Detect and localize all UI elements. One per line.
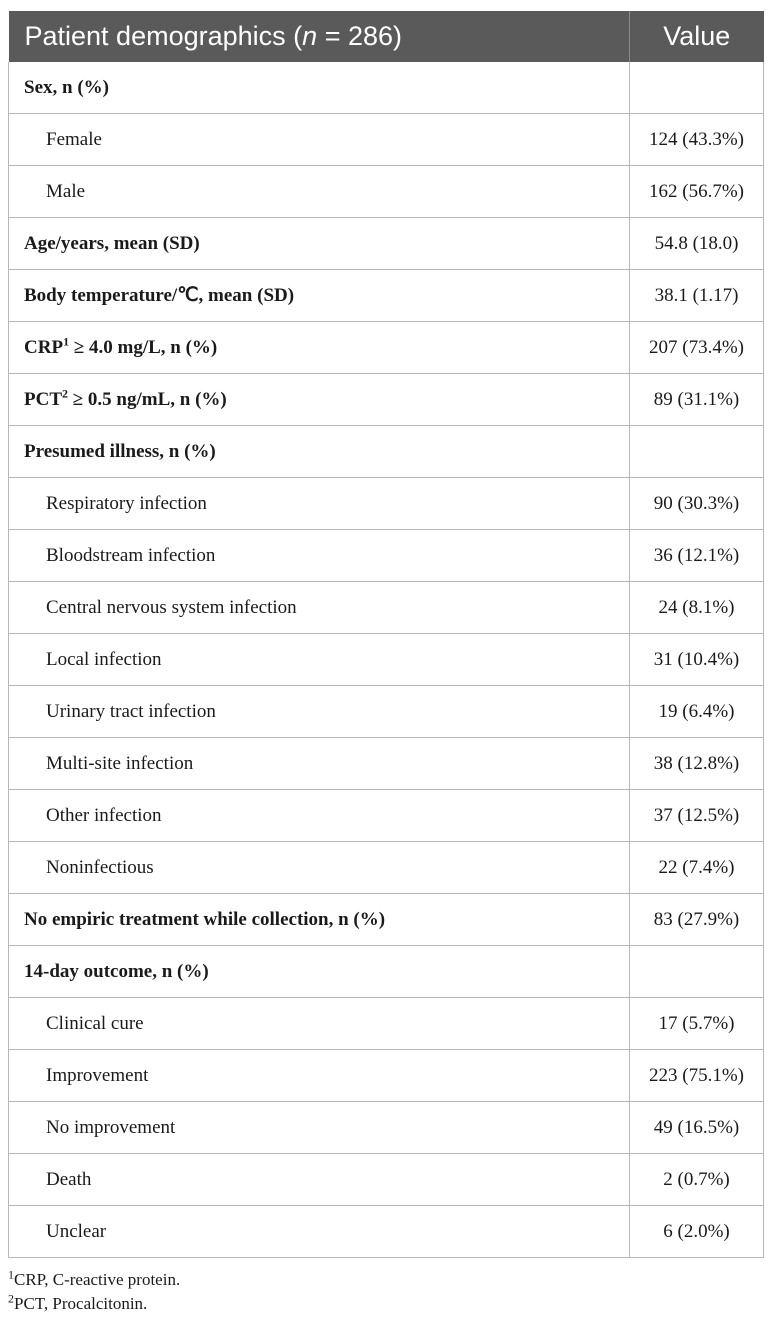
table-row bbox=[9, 842, 764, 894]
row-label: $CRP^1 \ge 4.0$ mg/L, n (%) bbox=[9, 322, 630, 374]
table-row bbox=[9, 322, 764, 374]
row-label: No empiric treatment while collection, n (%) bbox=[9, 894, 630, 946]
row-label: 14-day outcome, n (%) bbox=[9, 946, 630, 998]
row-value: 83 (27.9%) bbox=[630, 894, 764, 946]
row-value: 36 (12.1%) bbox=[630, 530, 764, 582]
row-label: Urinary tract infection bbox=[9, 686, 630, 738]
row-value: 22 (7.4%) bbox=[630, 842, 764, 894]
row-value: 54.8 (18.0) bbox=[630, 218, 764, 270]
demographics-table bbox=[8, 11, 764, 1258]
row-label: No improvement bbox=[9, 1102, 630, 1154]
row-label: Local infection bbox=[9, 634, 630, 686]
row-label: Improvement bbox=[9, 1050, 630, 1102]
table-row bbox=[9, 894, 764, 946]
row-label: Presumed illness, n (%) bbox=[9, 426, 630, 478]
row-label: Male bbox=[9, 166, 630, 218]
row-value: 38.1 (1.17) bbox=[630, 270, 764, 322]
table-row bbox=[9, 1206, 764, 1258]
row-label: Unclear bbox=[9, 1206, 630, 1258]
table-row bbox=[9, 1154, 764, 1206]
table-row bbox=[9, 998, 764, 1050]
row-value: 31 (10.4%) bbox=[630, 634, 764, 686]
table-row bbox=[9, 270, 764, 322]
row-value bbox=[630, 426, 764, 478]
footnotes bbox=[8, 1268, 180, 1316]
row-label: Bloodstream infection bbox=[9, 530, 630, 582]
table-row bbox=[9, 1050, 764, 1102]
row-value bbox=[630, 946, 764, 998]
table-row bbox=[9, 738, 764, 790]
row-label: Clinical cure bbox=[9, 998, 630, 1050]
row-label: Other infection bbox=[9, 790, 630, 842]
row-value: 24 (8.1%) bbox=[630, 582, 764, 634]
row-label: Age/years, mean (SD) bbox=[9, 218, 630, 270]
row-value: 90 (30.3%) bbox=[630, 478, 764, 530]
row-value: 6 (2.0%) bbox=[630, 1206, 764, 1258]
table-row bbox=[9, 1102, 764, 1154]
table-row bbox=[9, 686, 764, 738]
row-value: 2 (0.7%) bbox=[630, 1154, 764, 1206]
header-patient-demographics: Patient demographics (n = 286) bbox=[9, 11, 630, 62]
footnote-pct: $^2$PCT, Procalcitonin. bbox=[8, 1291, 148, 1313]
table-row bbox=[9, 218, 764, 270]
row-value: 207 (73.4%) bbox=[630, 322, 764, 374]
table-row bbox=[9, 374, 764, 426]
header-value: Value bbox=[630, 11, 764, 62]
row-label: Noninfectious bbox=[9, 842, 630, 894]
row-label: Multi-site infection bbox=[9, 738, 630, 790]
row-value: 37 (12.5%) bbox=[630, 790, 764, 842]
row-value: 124 (43.3%) bbox=[630, 114, 764, 166]
row-value bbox=[630, 62, 764, 114]
table-header-row bbox=[9, 11, 764, 62]
row-label: Sex, n (%) bbox=[9, 62, 630, 114]
table-row bbox=[9, 530, 764, 582]
table-row bbox=[9, 582, 764, 634]
table-row bbox=[9, 166, 764, 218]
row-value: 223 (75.1%) bbox=[630, 1050, 764, 1102]
row-value: 19 (6.4%) bbox=[630, 686, 764, 738]
row-label: $PCT^2 \ge 0.5$ ng/mL, n (%) bbox=[9, 374, 630, 426]
table-row bbox=[9, 62, 764, 114]
row-label: Female bbox=[9, 114, 630, 166]
row-label: Death bbox=[9, 1154, 630, 1206]
row-label: Body temperature/℃, mean (SD) bbox=[9, 270, 630, 322]
row-value: 49 (16.5%) bbox=[630, 1102, 764, 1154]
row-value: 89 (31.1%) bbox=[630, 374, 764, 426]
row-label: Central nervous system infection bbox=[9, 582, 630, 634]
footnote-crp: $^1$CRP, C-reactive protein. bbox=[8, 1267, 181, 1289]
table-row bbox=[9, 114, 764, 166]
table-row bbox=[9, 946, 764, 998]
row-value: 17 (5.7%) bbox=[630, 998, 764, 1050]
row-label: Respiratory infection bbox=[9, 478, 630, 530]
table-row bbox=[9, 634, 764, 686]
table-row bbox=[9, 478, 764, 530]
table-row bbox=[9, 426, 764, 478]
table-row bbox=[9, 790, 764, 842]
row-value: 162 (56.7%) bbox=[630, 166, 764, 218]
table-body bbox=[9, 62, 764, 1258]
row-value: 38 (12.8%) bbox=[630, 738, 764, 790]
